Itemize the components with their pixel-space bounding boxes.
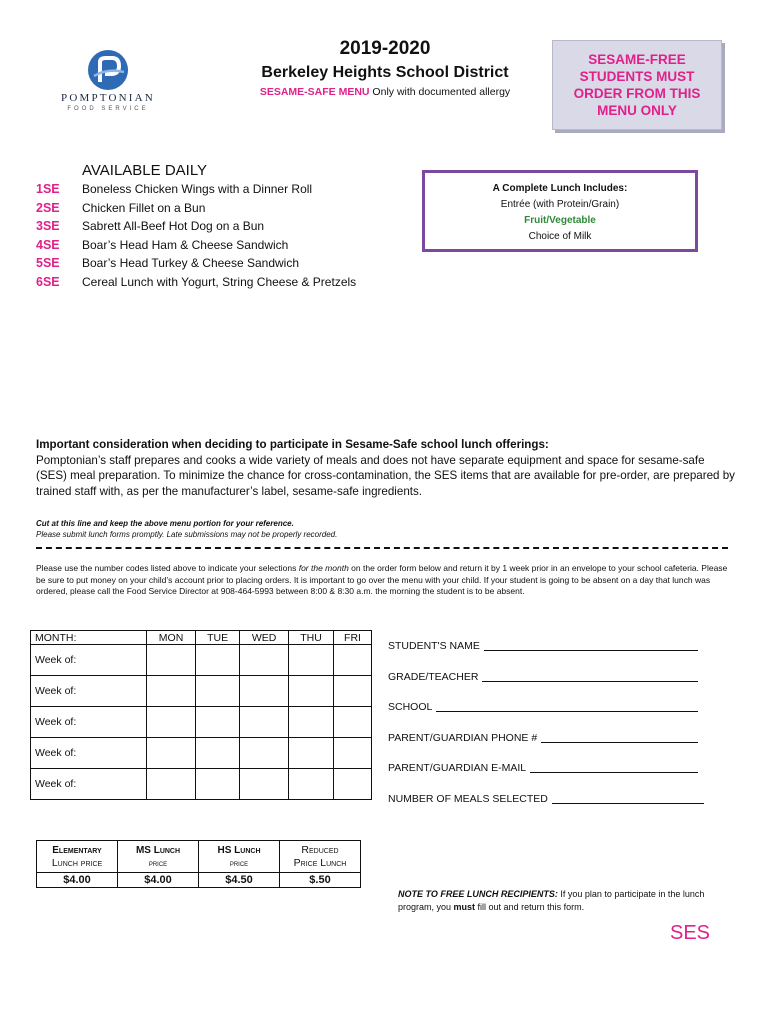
price-value: $4.50 [199, 872, 279, 887]
field-label: STUDENT'S NAME [388, 640, 480, 652]
price-label: MS Lunch [135, 845, 181, 856]
guardian-email-field[interactable] [388, 762, 728, 793]
menu-item [36, 236, 356, 255]
day-header: TUE [196, 631, 240, 645]
day-header: FRI [333, 631, 371, 645]
price-cell-reduced [280, 841, 361, 888]
order-cell[interactable] [147, 676, 196, 707]
lunch-component-entree: Entrée (with Protein/Grain) [500, 199, 620, 210]
order-cell[interactable] [147, 645, 196, 676]
price-sublabel: price [148, 858, 168, 868]
note-bold: must [453, 902, 476, 912]
order-cell[interactable] [147, 707, 196, 738]
important-consideration [36, 437, 736, 499]
grade-teacher-field[interactable] [388, 671, 728, 702]
guardian-phone-field[interactable] [388, 732, 728, 763]
order-cell[interactable] [289, 738, 334, 769]
price-label: Elementary [52, 845, 102, 856]
price-label: HS Lunch [217, 845, 261, 856]
menu-item-name: Chicken Fillet on a Bun [82, 200, 206, 215]
menu-subtitle [220, 86, 550, 98]
school-year: 2019-2020 [339, 38, 431, 59]
late-submission-text: Please submit lunch forms promptly. Late submissions may not be properly recorded. [36, 530, 338, 539]
student-info-fields [388, 640, 728, 823]
menu-note: Only with documented allergy [369, 86, 511, 98]
menu-item [36, 254, 356, 273]
week-of-cell[interactable]: Week of: [31, 769, 147, 800]
price-row [37, 841, 361, 888]
order-cell[interactable] [147, 738, 196, 769]
logo-subtitle: FOOD SERVICE [67, 106, 149, 112]
field-label: PARENT/GUARDIAN PHONE # [388, 731, 538, 744]
menu-item [36, 199, 356, 218]
field-line[interactable] [552, 793, 704, 804]
field-line[interactable] [436, 701, 698, 712]
order-cell[interactable] [196, 769, 240, 800]
pomptonian-logo-icon [86, 48, 130, 92]
important-body: Pomptonian’s staff prepares and cooks a wide variety of meals and does not have separate equipment and space for sesame-safe (SES) meal preparation. To minimize the chance for cross-contamination, the SES items that are available for pre-order, are prepared by trained staff with, as per the manufacturer’s label, sesame-safe ingredients. [36, 453, 735, 498]
menu-code: 4SE [36, 237, 60, 252]
month-label[interactable]: MONTH: [31, 631, 147, 645]
order-instructions [36, 563, 736, 598]
price-value: $.50 [280, 872, 360, 887]
price-sublabel: price [229, 858, 249, 868]
menu-code: 5SE [36, 256, 60, 271]
menu-code: 1SE [36, 182, 60, 197]
district-title: Berkeley Heights School District [261, 64, 509, 81]
order-cell[interactable] [333, 738, 371, 769]
complete-lunch-box [422, 170, 698, 252]
price-cell-ms [118, 841, 199, 888]
order-cell[interactable] [289, 769, 334, 800]
order-cell[interactable] [289, 676, 334, 707]
menu-item [36, 217, 356, 236]
field-label: NUMBER OF MEALS SELECTED [388, 792, 548, 805]
field-line[interactable] [541, 732, 698, 743]
field-line[interactable] [484, 640, 698, 651]
table-row [31, 676, 372, 707]
menu-code: 2SE [36, 200, 60, 215]
menu-list [36, 180, 356, 291]
logo-name: POMPTONIAN [61, 92, 155, 104]
price-table [36, 840, 361, 888]
menu-item-name: Boneless Chicken Wings with a Dinner Roll [82, 182, 313, 197]
week-of-cell[interactable]: Week of: [31, 738, 147, 769]
day-header: MON [147, 631, 196, 645]
menu-code: 3SE [36, 219, 60, 234]
table-row [31, 769, 372, 800]
important-heading: Important consideration when deciding to participate in Sesame-Safe school lunch offerings: [36, 438, 549, 451]
price-cell-elementary [37, 841, 118, 888]
order-cell[interactable] [240, 769, 289, 800]
ses-mark: SES [670, 922, 711, 944]
sesame-free-notice [552, 40, 722, 130]
order-cell[interactable] [333, 676, 371, 707]
order-cell[interactable] [240, 676, 289, 707]
lunch-component-fruit: Fruit/Vegetable [524, 215, 596, 226]
field-label: PARENT/GUARDIAN E-MAIL [388, 762, 527, 774]
price-sublabel: Price Lunch [293, 857, 347, 869]
menu-item [36, 180, 356, 199]
order-cell[interactable] [196, 645, 240, 676]
available-daily-title: AVAILABLE DAILY [82, 162, 208, 179]
order-cell[interactable] [240, 645, 289, 676]
table-row [31, 645, 372, 676]
week-of-cell[interactable]: Week of: [31, 707, 147, 738]
field-label: GRADE/TEACHER [388, 670, 479, 683]
order-cell[interactable] [289, 645, 334, 676]
cut-divider [36, 547, 728, 550]
menu-item-name: Sabrett All-Beef Hot Dog on a Bun [82, 219, 265, 234]
cut-line-text: Cut at this line and keep the above menu portion for your reference. [36, 519, 294, 528]
table-row [31, 707, 372, 738]
note-lead: NOTE TO FREE LUNCH RECIPIENTS: [398, 889, 558, 899]
order-cell[interactable] [196, 676, 240, 707]
meals-selected-field[interactable] [388, 793, 728, 824]
menu-item-name: Cereal Lunch with Yogurt, String Cheese & Pretzels [82, 274, 357, 289]
order-cell[interactable] [333, 707, 371, 738]
pomptonian-logo [48, 48, 168, 118]
price-value: $4.00 [118, 872, 198, 887]
free-lunch-note [398, 888, 728, 914]
week-of-cell[interactable]: Week of: [31, 676, 147, 707]
order-cell[interactable] [333, 645, 371, 676]
instructions-part1: Please use the number codes listed above to indicate your selections [36, 563, 299, 573]
field-line[interactable] [482, 671, 698, 682]
field-label: SCHOOL [388, 701, 433, 713]
note-part2: fill out and return this form. [475, 902, 585, 912]
cut-line-notice [36, 518, 736, 540]
order-cell[interactable] [240, 707, 289, 738]
order-table-header [31, 631, 372, 645]
price-label: Reduced [301, 844, 339, 856]
order-cell[interactable] [196, 707, 240, 738]
order-cell[interactable] [196, 738, 240, 769]
school-field[interactable] [388, 701, 728, 732]
menu-code: 6SE [36, 274, 60, 289]
day-header: THU [289, 631, 334, 645]
menu-label: SESAME-SAFE MENU [259, 86, 370, 98]
instructions-italic: for the month [298, 563, 349, 573]
price-sublabel: Lunch price [51, 857, 103, 869]
student-name-field[interactable] [388, 640, 728, 671]
order-table [30, 630, 372, 800]
menu-item [36, 273, 356, 292]
field-line[interactable] [530, 762, 698, 773]
instructions-part2: on the order form below and return it by 1 week prior in an envelope to your school cafeteria. Please be sure to put money on your child’s account prior to placing orders. It is important to go over the menu with your child. If your student is going to be absent on a day that lunch was ordered, please call the Food Service Director at 908-464-5993 between 8:00 & 8:30 a.m. the morning the student is to be absent. [36, 563, 728, 596]
lunch-component-milk: Choice of Milk [528, 231, 592, 242]
menu-item-name: Boar’s Head Ham & Cheese Sandwich [82, 237, 289, 252]
table-row [31, 738, 372, 769]
note-part1: If you plan to participate in the lunch program, you [398, 889, 705, 912]
price-value: $4.00 [37, 872, 117, 887]
order-cell[interactable] [240, 738, 289, 769]
price-cell-hs [199, 841, 280, 888]
order-cell[interactable] [147, 769, 196, 800]
order-cell[interactable] [333, 769, 371, 800]
day-header: WED [240, 631, 289, 645]
sesame-free-text: SESAME-FREE STUDENTS MUST ORDER FROM THIS MENU ONLY [573, 52, 701, 118]
week-of-cell[interactable]: Week of: [31, 645, 147, 676]
order-cell[interactable] [289, 707, 334, 738]
complete-lunch-title: A Complete Lunch Includes: [492, 183, 628, 194]
menu-item-name: Boar’s Head Turkey & Cheese Sandwich [82, 256, 300, 271]
